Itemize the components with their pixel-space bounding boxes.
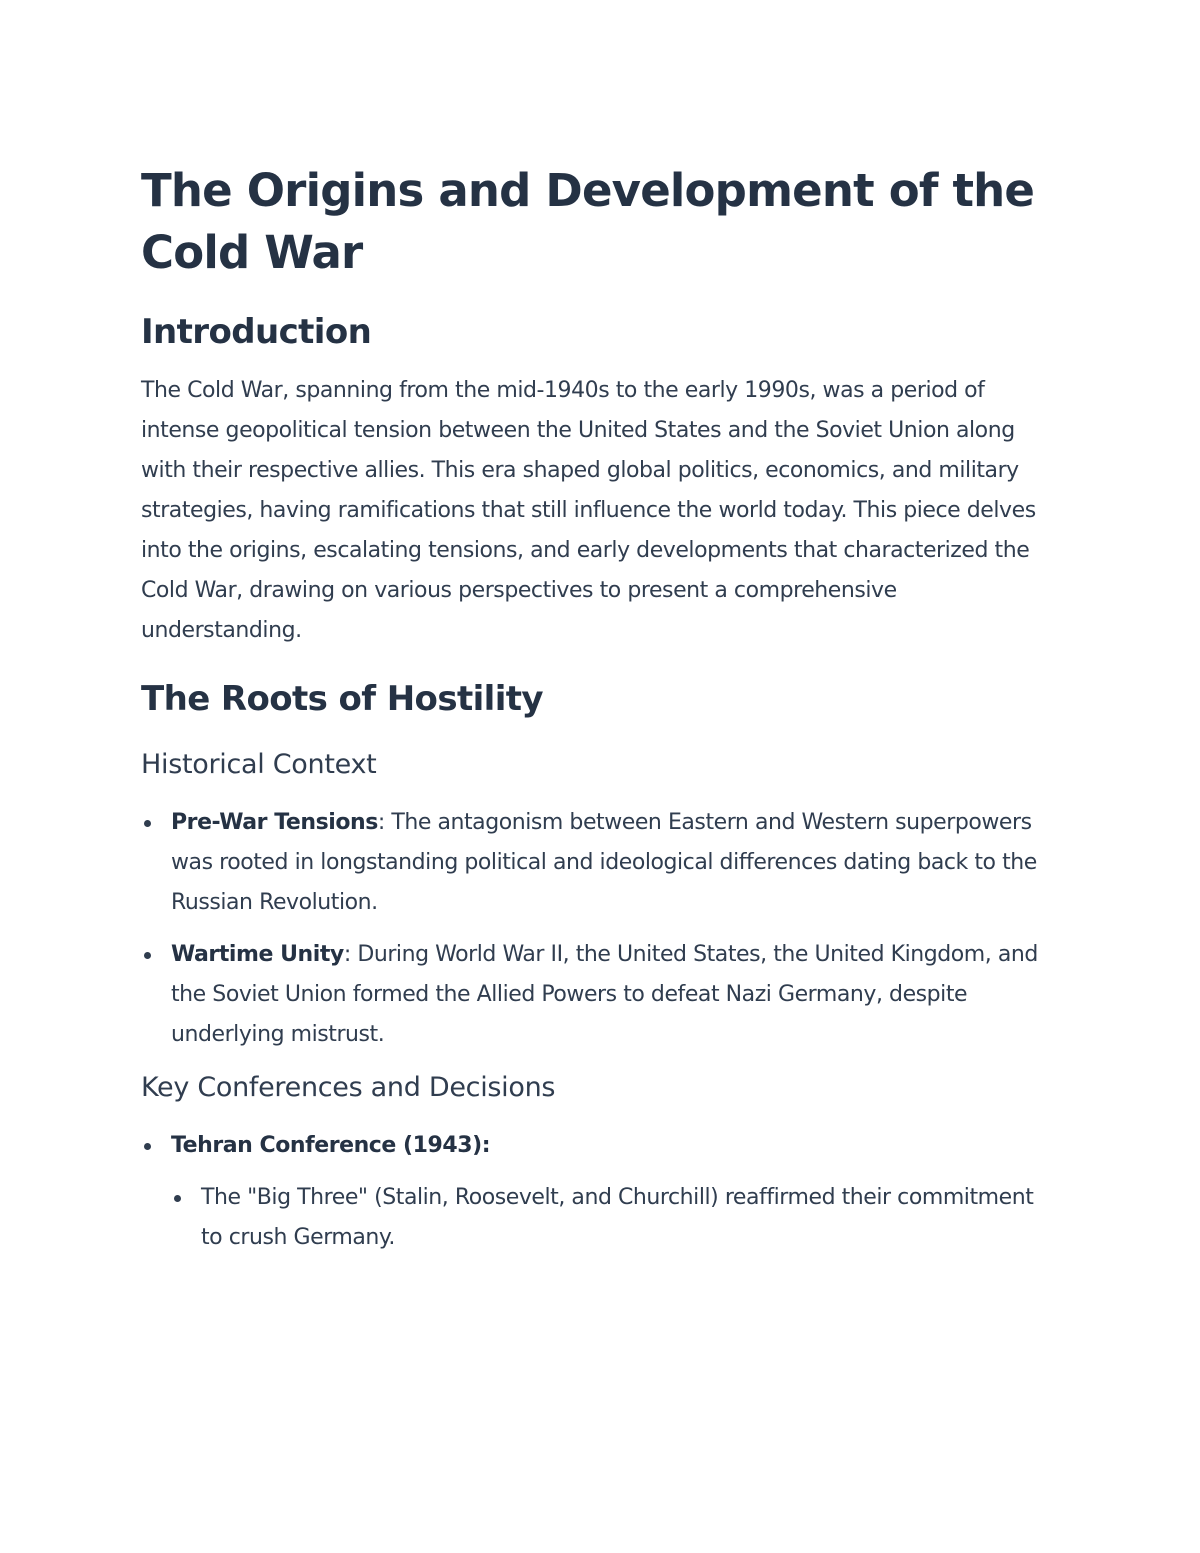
list-item-text: :: [481, 1133, 491, 1158]
roots-of-hostility-heading: The Roots of Hostility: [141, 679, 543, 719]
list-item-text: : The antagonism between Eastern and Western superpowers was rooted in longstanding political and ideological differences dating back to the Russian Revolution.: [171, 810, 1037, 915]
introduction-paragraph: The Cold War, spanning from the mid-1940s to the early 1990s, was a period of intense geopolitical tension between the United States and the Soviet Union along with their respective allies. This era shaped global politics, economics, and military strategies, having ramifications that still influence the world today. This piece delves into the origins, escalating tensions, and early developments that characterized the Cold War, drawing on various perspectives to present a comprehensive understanding.: [141, 378, 1036, 643]
historical-context-list: [141, 803, 1041, 1055]
list-item-pre-war-tensions: [141, 803, 1041, 923]
introduction-heading: Introduction: [141, 312, 372, 352]
historical-context-heading: Historical Context: [141, 749, 377, 780]
list-item-term: Tehran Conference (1943): [171, 1133, 482, 1158]
tehran-conference-sublist: [171, 1178, 1041, 1258]
sub-list-item: The "Big Three" (Stalin, Roosevelt, and Churchill) reaffirmed their commitment to crush Germany.: [171, 1178, 1041, 1258]
document-page: [141, 160, 1041, 1258]
list-item-wartime-unity: [141, 935, 1041, 1055]
page-title: The Origins and Development of the Cold War: [141, 164, 1035, 279]
list-item-tehran-conference: [141, 1126, 1041, 1258]
key-conferences-list: [141, 1126, 1041, 1258]
list-item-term: Wartime Unity: [171, 942, 344, 967]
list-item-term: Pre-War Tensions: [171, 810, 378, 835]
list-item-text: : During World War II, the United States, the United Kingdom, and the Soviet Union formed the Allied Powers to defeat Nazi Germany, despite underlying mistrust.: [171, 942, 1038, 1047]
key-conferences-heading: Key Conferences and Decisions: [141, 1072, 556, 1103]
